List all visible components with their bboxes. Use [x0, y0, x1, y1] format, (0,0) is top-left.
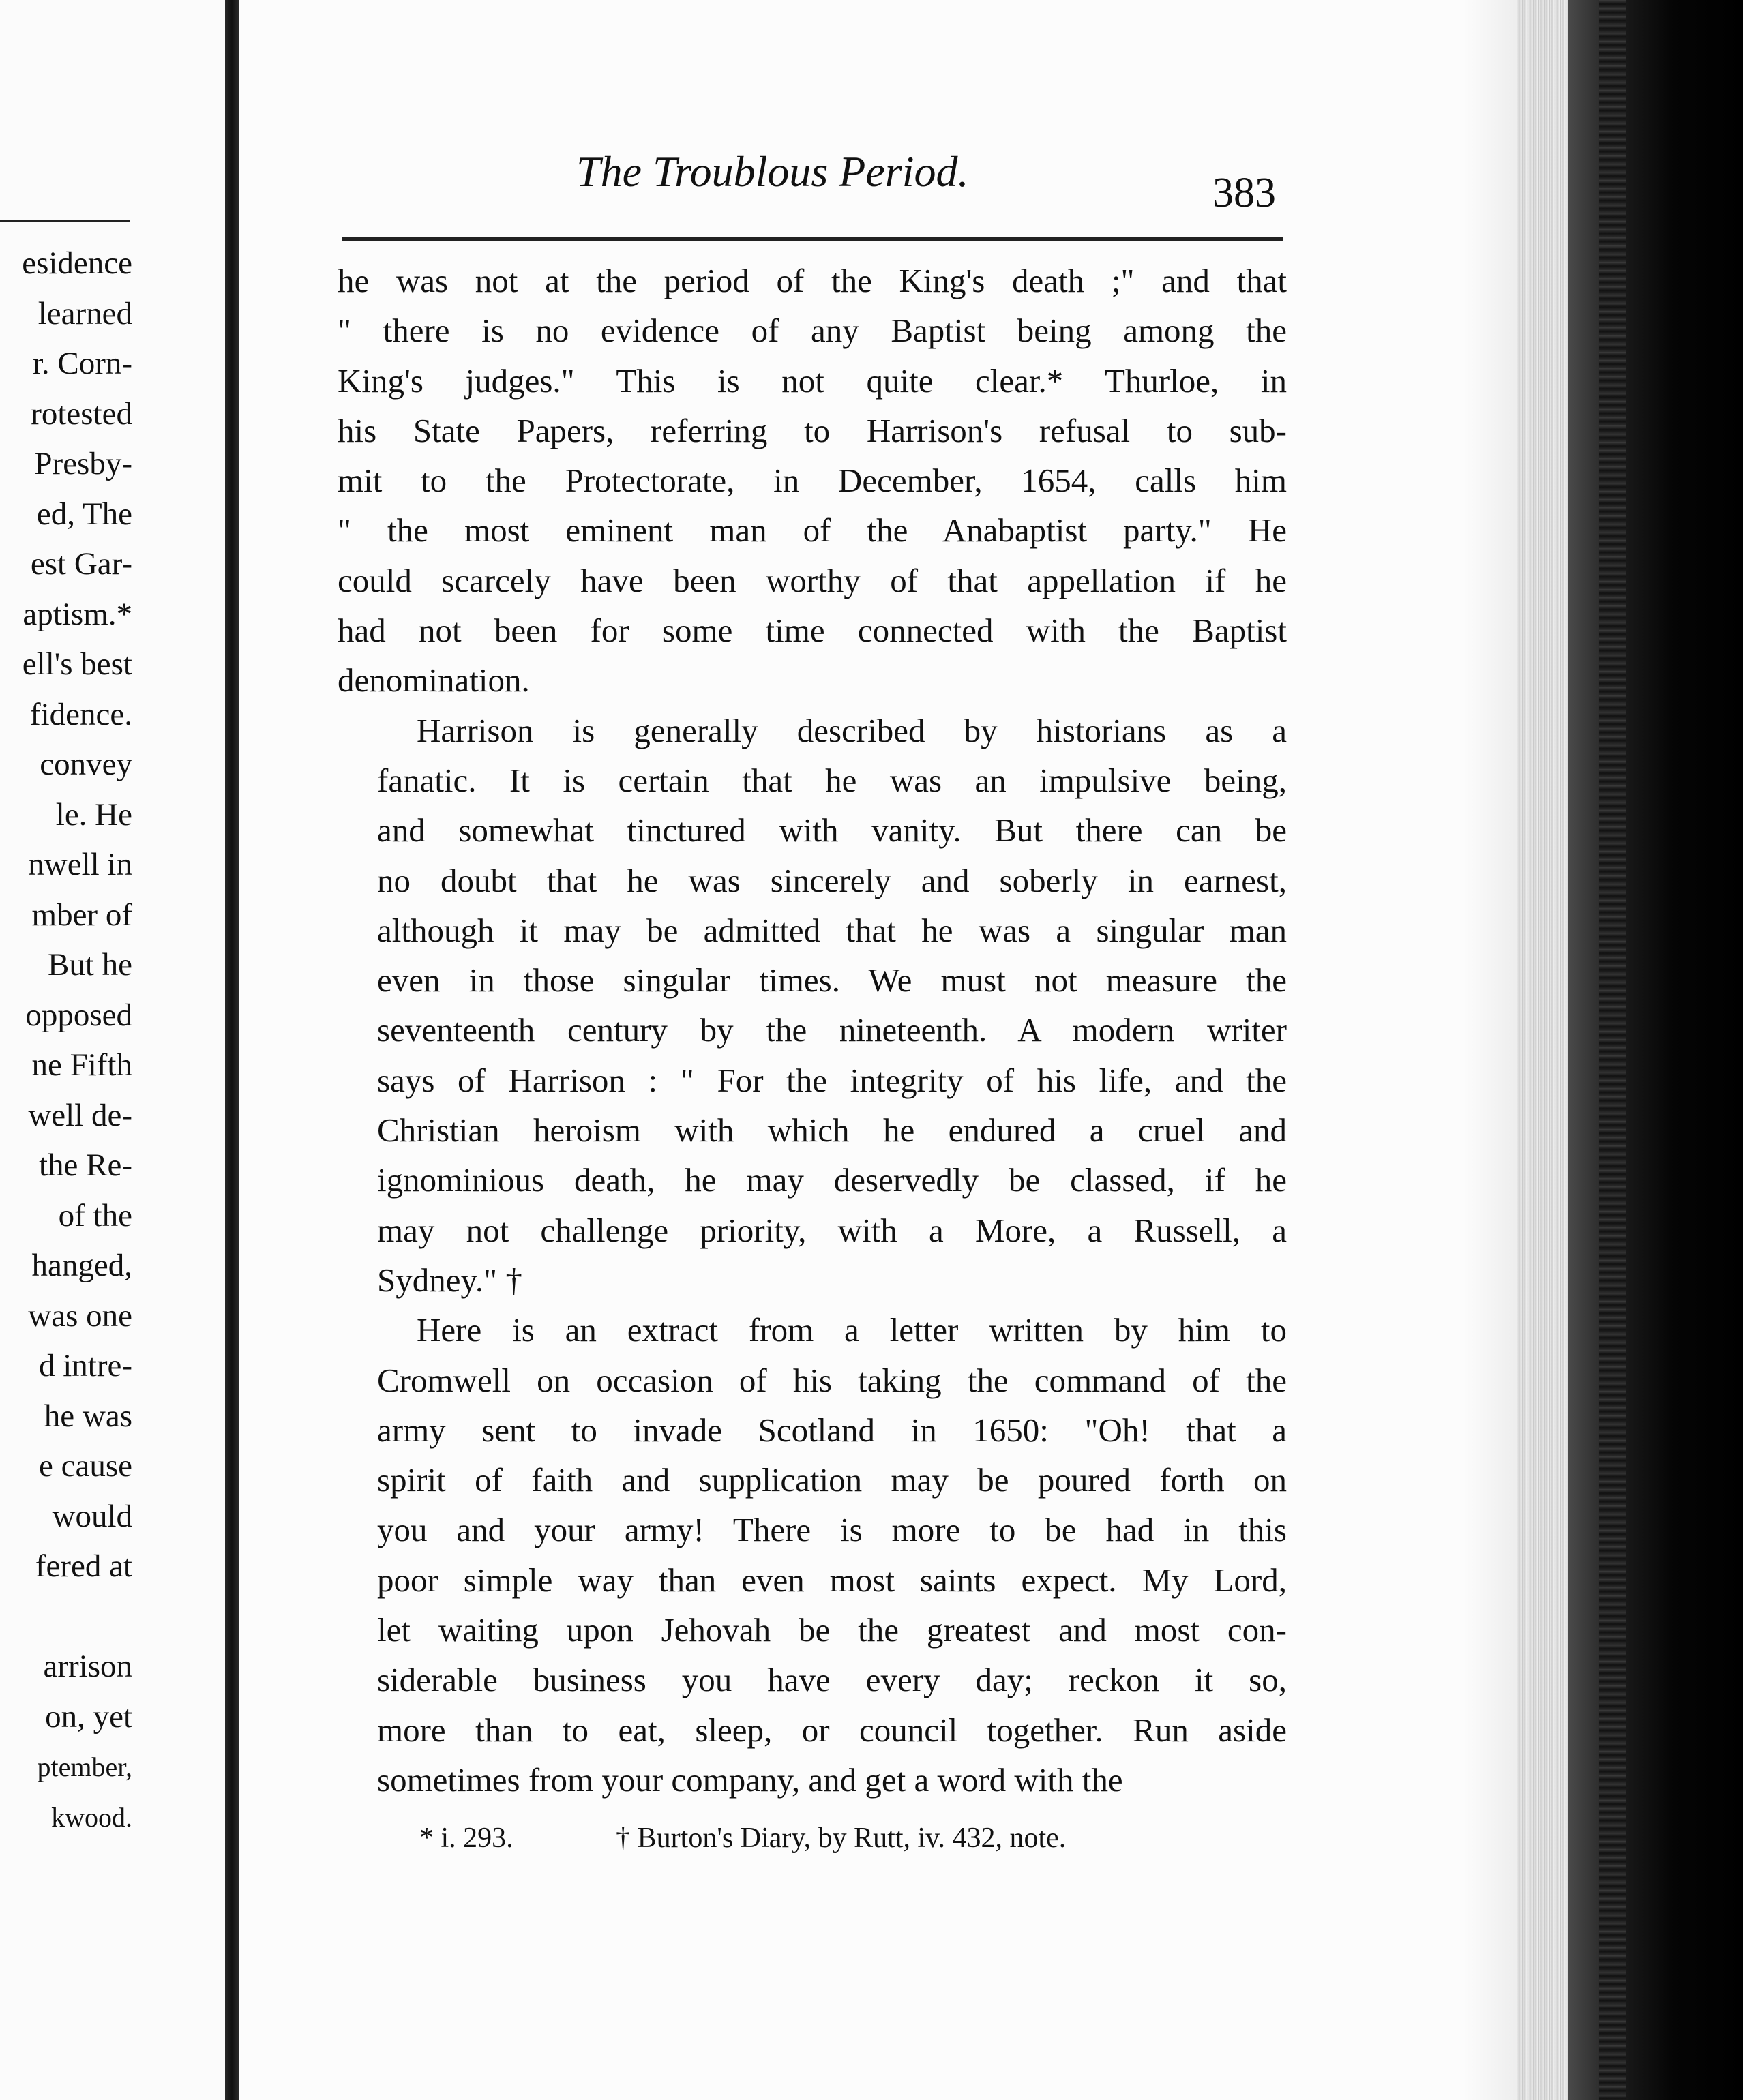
- footnote: * i. 293.: [419, 1822, 513, 1854]
- previous-page-text: [0, 239, 132, 1842]
- text-line: his State Papers, referring to Harrison's refusal to sub-: [338, 411, 1287, 449]
- text-line: may not challenge priority, with a More, a Russell, a: [377, 1211, 1287, 1249]
- text-line: says of Harrison : " For the integrity of his life, and the: [377, 1061, 1287, 1099]
- previous-page-line: rotested: [31, 395, 132, 432]
- previous-page-line: est Gar-: [30, 546, 132, 582]
- text-line: Cromwell on occasion of his taking the command of the: [377, 1361, 1287, 1399]
- previous-page-line: ed, The: [36, 496, 132, 532]
- text-line: siderable business you have every day; reckon it so,: [377, 1661, 1287, 1699]
- previous-page-line: ne Fifth: [31, 1047, 132, 1083]
- body-text: [338, 256, 1287, 1805]
- text-line: you and your army! There is more to be had in this: [377, 1511, 1287, 1549]
- previous-page-line: arrison: [43, 1649, 132, 1684]
- previous-page-line: But he: [47, 947, 132, 982]
- text-line: mit to the Protectorate, in December, 1654, calls him: [338, 462, 1287, 500]
- previous-page-line: r. Corn-: [32, 346, 132, 381]
- previous-page-line: d intre-: [38, 1348, 132, 1383]
- text-line: he was not at the period of the King's death ;" and that: [338, 262, 1287, 299]
- previous-page-line: on, yet: [45, 1698, 132, 1735]
- footnote: † Burton's Diary, by Rutt, iv. 432, note.: [616, 1822, 1067, 1854]
- previous-page-rule: [0, 220, 130, 222]
- previous-page: [0, 0, 225, 2100]
- previous-page-line: hanged,: [31, 1248, 132, 1283]
- book-edge-strip: [1599, 0, 1626, 2100]
- text-line: Harrison is generally described by historians as a: [417, 711, 1287, 749]
- previous-page-footnote-line: kwood.: [51, 1801, 132, 1833]
- previous-page-line: convey: [40, 747, 132, 782]
- text-line: " there is no evidence of any Baptist being among the: [338, 312, 1287, 350]
- book-gutter: [225, 0, 239, 2100]
- previous-page-line: Presby-: [34, 446, 132, 481]
- previous-page-line: would: [52, 1498, 132, 1534]
- paragraph: [338, 706, 1287, 1306]
- previous-page-line: the Re-: [38, 1148, 132, 1183]
- previous-page-line: was one: [28, 1298, 132, 1334]
- previous-page-line: aptism.*: [23, 596, 132, 632]
- text-line: spirit of faith and supplication may be poured forth on: [377, 1461, 1287, 1499]
- text-line: fanatic. It is certain that he was an impulsive being,: [377, 761, 1287, 799]
- footnotes: [419, 1822, 1161, 1855]
- text-line: no doubt that he was sincerely and soberly in earnest,: [377, 861, 1287, 899]
- previous-page-line: learned: [38, 295, 132, 331]
- text-line: had not been for some time connected with the Baptist: [338, 612, 1287, 650]
- text-line: Sydney." †: [377, 1261, 522, 1299]
- paragraph: [338, 1305, 1287, 1805]
- previous-page-line: [0, 1592, 132, 1642]
- page-number: 383: [1212, 170, 1276, 216]
- text-line: although it may be admitted that he was a singular man: [377, 911, 1287, 949]
- text-line: King's judges." This is not quite clear.* Thurloe, in: [338, 361, 1287, 400]
- header-rule: [342, 237, 1283, 241]
- previous-page-line: well de-: [28, 1097, 132, 1133]
- text-line: even in those singular times. We must not measure the: [377, 961, 1287, 1000]
- previous-page-line: he was: [44, 1398, 132, 1434]
- paragraph: [338, 256, 1287, 706]
- text-line: and somewhat tinctured with vanity. But there can be: [377, 811, 1287, 850]
- text-line: Here is an extract from a letter written by him to: [417, 1311, 1287, 1349]
- previous-page-line: of the: [58, 1197, 132, 1233]
- text-line: Christian heroism with which he endured a cruel and: [377, 1111, 1287, 1150]
- text-line: sometimes from your company, and get a word with the: [377, 1760, 1123, 1799]
- text-line: poor simple way than even most saints expect. My Lord,: [377, 1561, 1287, 1599]
- text-line: could scarcely have been worthy of that appellation if he: [338, 561, 1287, 599]
- previous-page-line: fered at: [35, 1548, 132, 1584]
- book-cover-edge: [1568, 0, 1743, 2100]
- previous-page-footnote-line: ptember,: [37, 1752, 132, 1782]
- running-head: The Troublous Period.: [576, 147, 969, 196]
- text-line: army sent to invade Scotland in 1650: "Oh! that a: [377, 1411, 1287, 1449]
- text-line: seventeenth century by the nineteenth. A modern writer: [377, 1011, 1287, 1049]
- previous-page-line: e cause: [39, 1448, 132, 1484]
- previous-page-line: nwell in: [28, 847, 132, 882]
- previous-page-line: opposed: [25, 997, 132, 1033]
- previous-page-line: esidence: [22, 245, 132, 281]
- previous-page-line: ell's best: [22, 646, 132, 682]
- previous-page-line: fidence.: [29, 696, 132, 732]
- text-line: more than to eat, sleep, or council together. Run aside: [377, 1711, 1287, 1749]
- previous-page-line: le. He: [55, 796, 132, 832]
- text-line: let waiting upon Jehovah be the greatest and most con-: [377, 1611, 1287, 1649]
- text-line: ignominious death, he may deservedly be classed, if he: [377, 1161, 1287, 1199]
- text-line: denomination.: [338, 661, 530, 700]
- previous-page-line: mber of: [31, 897, 132, 933]
- book-page: [239, 0, 1517, 2100]
- text-line: " the most eminent man of the Anabaptist party." He: [338, 511, 1287, 550]
